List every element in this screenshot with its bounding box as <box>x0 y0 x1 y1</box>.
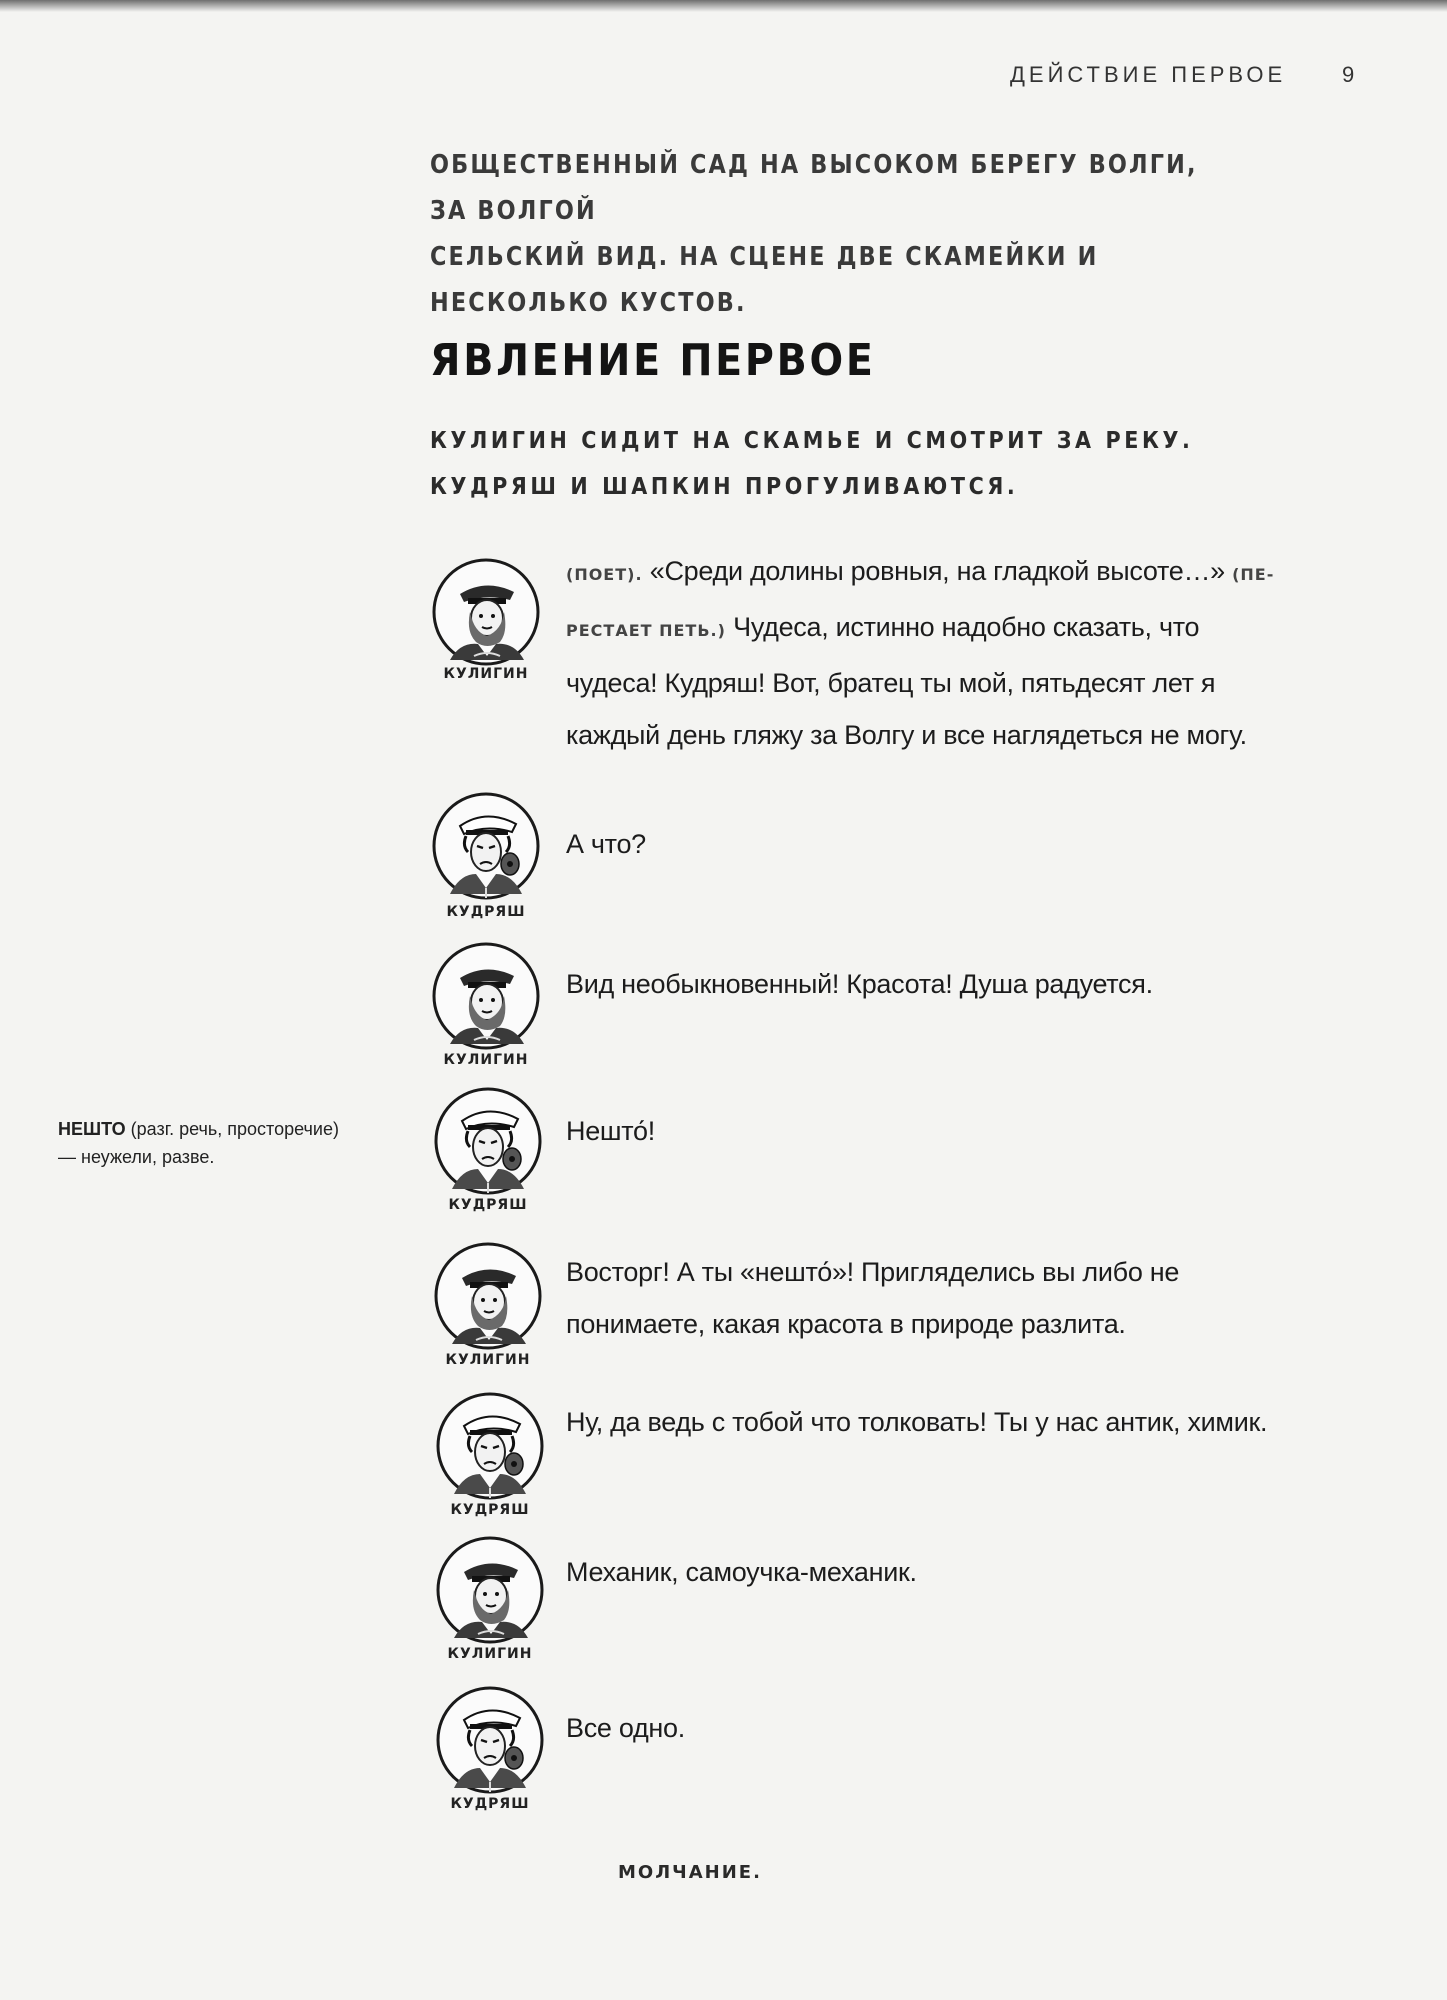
speaker-portrait <box>430 556 542 690</box>
speaker-name: КУЛИГИН <box>447 1646 533 1662</box>
speaker-name: КУЛИГИН <box>443 1052 529 1068</box>
speaker-name: КУДРЯШ <box>448 1197 528 1213</box>
closing-stage-direction: МОЛЧАНИЕ. <box>618 1862 762 1883</box>
stage-remark: (ПЕ-РЕСТАЕТ ПЕТЬ.) <box>566 565 1275 640</box>
speaker-portrait <box>434 1534 546 1668</box>
dialogue-line: Ну, да ведь с тобой что толковать! Ты у нас антик, химик. <box>566 1407 1268 1437</box>
gloss-definition: (разг. речь, просторечие) — неужели, разве. <box>58 1119 339 1167</box>
dialogue-line: Механик, самоучка-механик. <box>566 1557 917 1587</box>
dialogue-line: А что? <box>566 829 646 859</box>
kudryash-portrait-icon <box>430 790 542 902</box>
dialogue-line <box>566 545 1296 761</box>
speaker-name: КУДРЯШ <box>450 1796 530 1812</box>
speaker-portrait <box>432 1085 544 1219</box>
scene-description: ОБЩЕСТВЕННЫЙ САД НА ВЫСОКОМ БЕРЕГУ ВОЛГИ, ЗА ВОЛГОЙ СЕЛЬСКИЙ ВИД. НА СЦЕНЕ ДВЕ СКАМЕЙКИ И НЕСКОЛЬКО КУСТОВ. <box>430 150 1198 318</box>
stage-remark: (ПОЕТ). <box>566 565 643 584</box>
speaker-portrait <box>434 1684 546 1818</box>
dialogue-line: Восторг! А ты «нешто́»! Пригляделись вы либо не понимаете, какая красота в природе разлита. <box>566 1257 1180 1339</box>
gloss-term: НЕШТО <box>58 1119 126 1139</box>
margin-gloss <box>58 1115 358 1171</box>
running-title: ДЕЙСТВИЕ ПЕРВОЕ <box>1010 62 1287 87</box>
kudryash-portrait-icon <box>434 1684 546 1796</box>
kuligin-portrait-icon <box>432 1240 544 1352</box>
kudryash-portrait-icon <box>432 1085 544 1197</box>
act-heading: ЯВЛЕНИЕ ПЕРВОЕ <box>430 335 876 386</box>
stage-direction: КУЛИГИН СИДИТ НА СКАМЬЕ И СМОТРИТ ЗА РЕКУ. КУДРЯШ И ШАПКИН ПРОГУЛИВАЮТСЯ. <box>430 428 1194 500</box>
kuligin-portrait-icon <box>434 1534 546 1646</box>
speaker-portrait <box>432 1240 544 1374</box>
spoken-text: «Среди долины ровныя, на гладкой высоте…» <box>642 556 1233 586</box>
speaker-name: КУДРЯШ <box>450 1502 530 1518</box>
speaker-name: КУЛИГИН <box>445 1352 531 1368</box>
dialogue-line: Вид необыкновенный! Красота! Душа радуется. <box>566 969 1153 999</box>
speaker-portrait <box>434 1390 546 1524</box>
page-number: 9 <box>1342 62 1355 87</box>
speaker-portrait <box>430 790 542 924</box>
dialogue-line: Все одно. <box>566 1713 685 1743</box>
speaker-portrait <box>430 940 542 1074</box>
speaker-name: КУДРЯШ <box>446 904 526 920</box>
dialogue-line: Нешто́! <box>566 1116 655 1146</box>
kuligin-portrait-icon <box>430 940 542 1052</box>
kuligin-portrait-icon <box>430 556 542 668</box>
speaker-name: КУЛИГИН <box>443 666 529 682</box>
kudryash-portrait-icon <box>434 1390 546 1502</box>
spoken-text: Чудеса, истинно надобно сказать, что чудеса! Кудряш! Вот, братец ты мой, пятьдесят лет я каждый день гляжу за Волгу и все наглядеться не могу. <box>566 612 1247 750</box>
